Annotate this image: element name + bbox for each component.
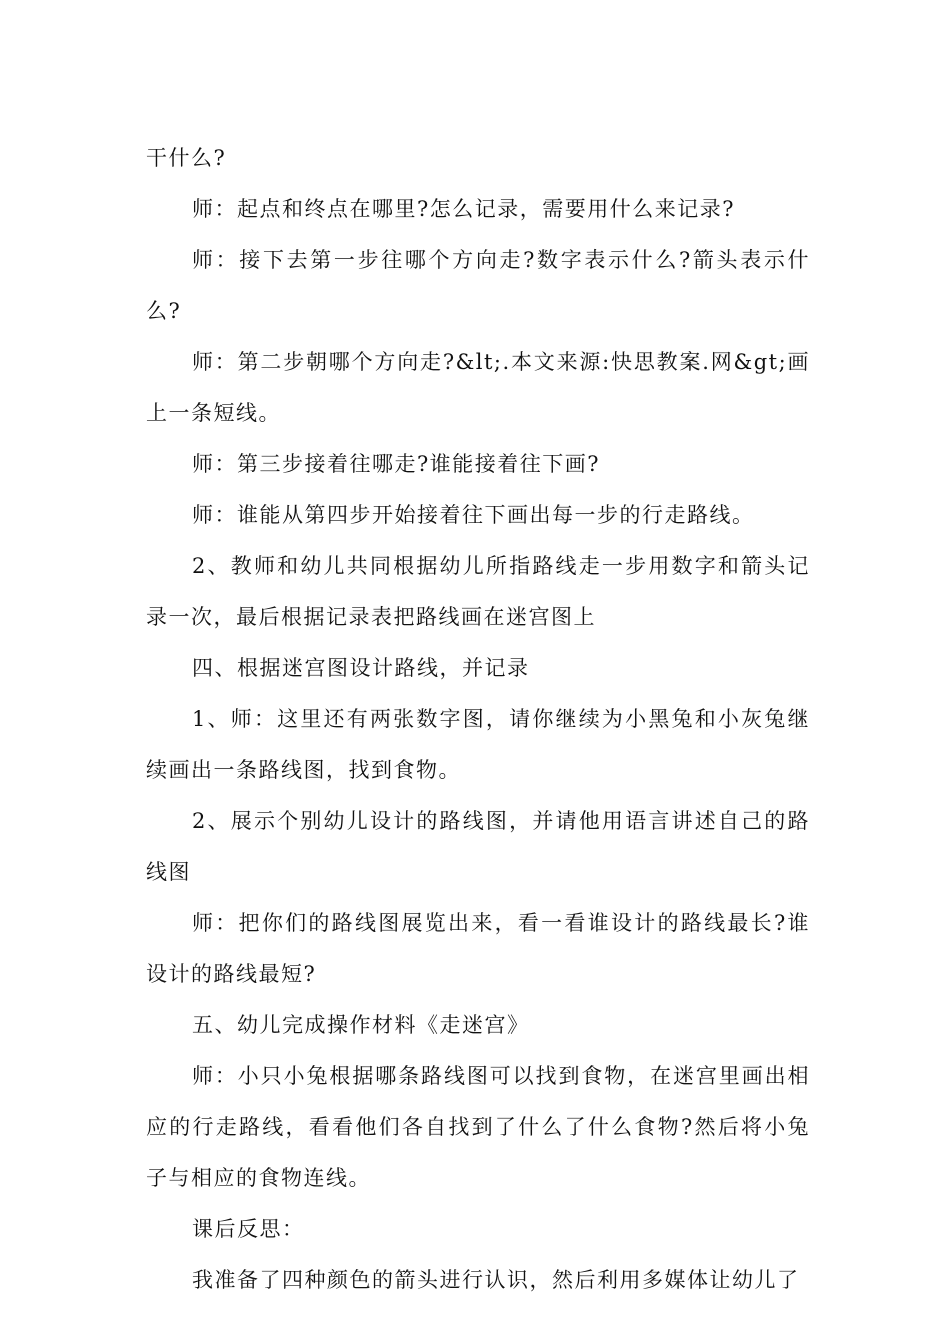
section-heading-reflection: 课后反思： bbox=[192, 1217, 305, 1241]
paragraph-longest-shortest: 师：把你们的路线图展览出来，看一看谁设计的路线最长?谁设计的路线最短? bbox=[146, 911, 810, 986]
paragraph-joint-recording: 2、教师和幼儿共同根据幼儿所指路线走一步用数字和箭头记录一次，最后根据记录表把路线画在迷宫图上 bbox=[146, 554, 810, 629]
paragraph-second-step-question: 师：第二步朝哪个方向走?&lt;.本文来源:快思教案.网&gt;画上一条短线。 bbox=[146, 350, 810, 425]
paragraph-fourth-step-question: 师：谁能从第四步开始接着往下画出每一步的行走路线。 bbox=[192, 503, 755, 527]
paragraph-third-step-question: 师：第三步接着往哪走?谁能接着往下画? bbox=[192, 452, 601, 476]
paragraph-number-maps: 1、师：这里还有两张数字图，请你继续为小黑兔和小灰兔继续画出一条路线图，找到食物。 bbox=[146, 707, 810, 782]
paragraph-find-food: 师：小只小兔根据哪条路线图可以找到食物，在迷宫里画出相应的行走路线，看看他们各自找到了什么了什么食物?然后将小兔子与相应的食物连线。 bbox=[146, 1064, 810, 1190]
paragraph-reflection-body: 我准备了四种颜色的箭头进行认识，然后利用多媒体让幼儿了 bbox=[192, 1268, 800, 1292]
paragraph-start-end-question: 师：起点和终点在哪里?怎么记录，需要用什么来记录? bbox=[192, 197, 736, 221]
document-body bbox=[146, 133, 810, 1306]
paragraph-show-designs: 2、展示个别幼儿设计的路线图，并请他用语言讲述自己的路线图 bbox=[146, 809, 810, 884]
paragraph-first-step-question: 师：接下去第一步往哪个方向走?数字表示什么?箭头表示什么? bbox=[146, 248, 810, 323]
paragraph-continuation: 干什么? bbox=[146, 146, 227, 170]
section-heading-design-route: 四、根据迷宫图设计路线，并记录 bbox=[192, 656, 530, 680]
section-heading-maze-material: 五、幼儿完成操作材料《走迷宫》 bbox=[192, 1013, 530, 1037]
